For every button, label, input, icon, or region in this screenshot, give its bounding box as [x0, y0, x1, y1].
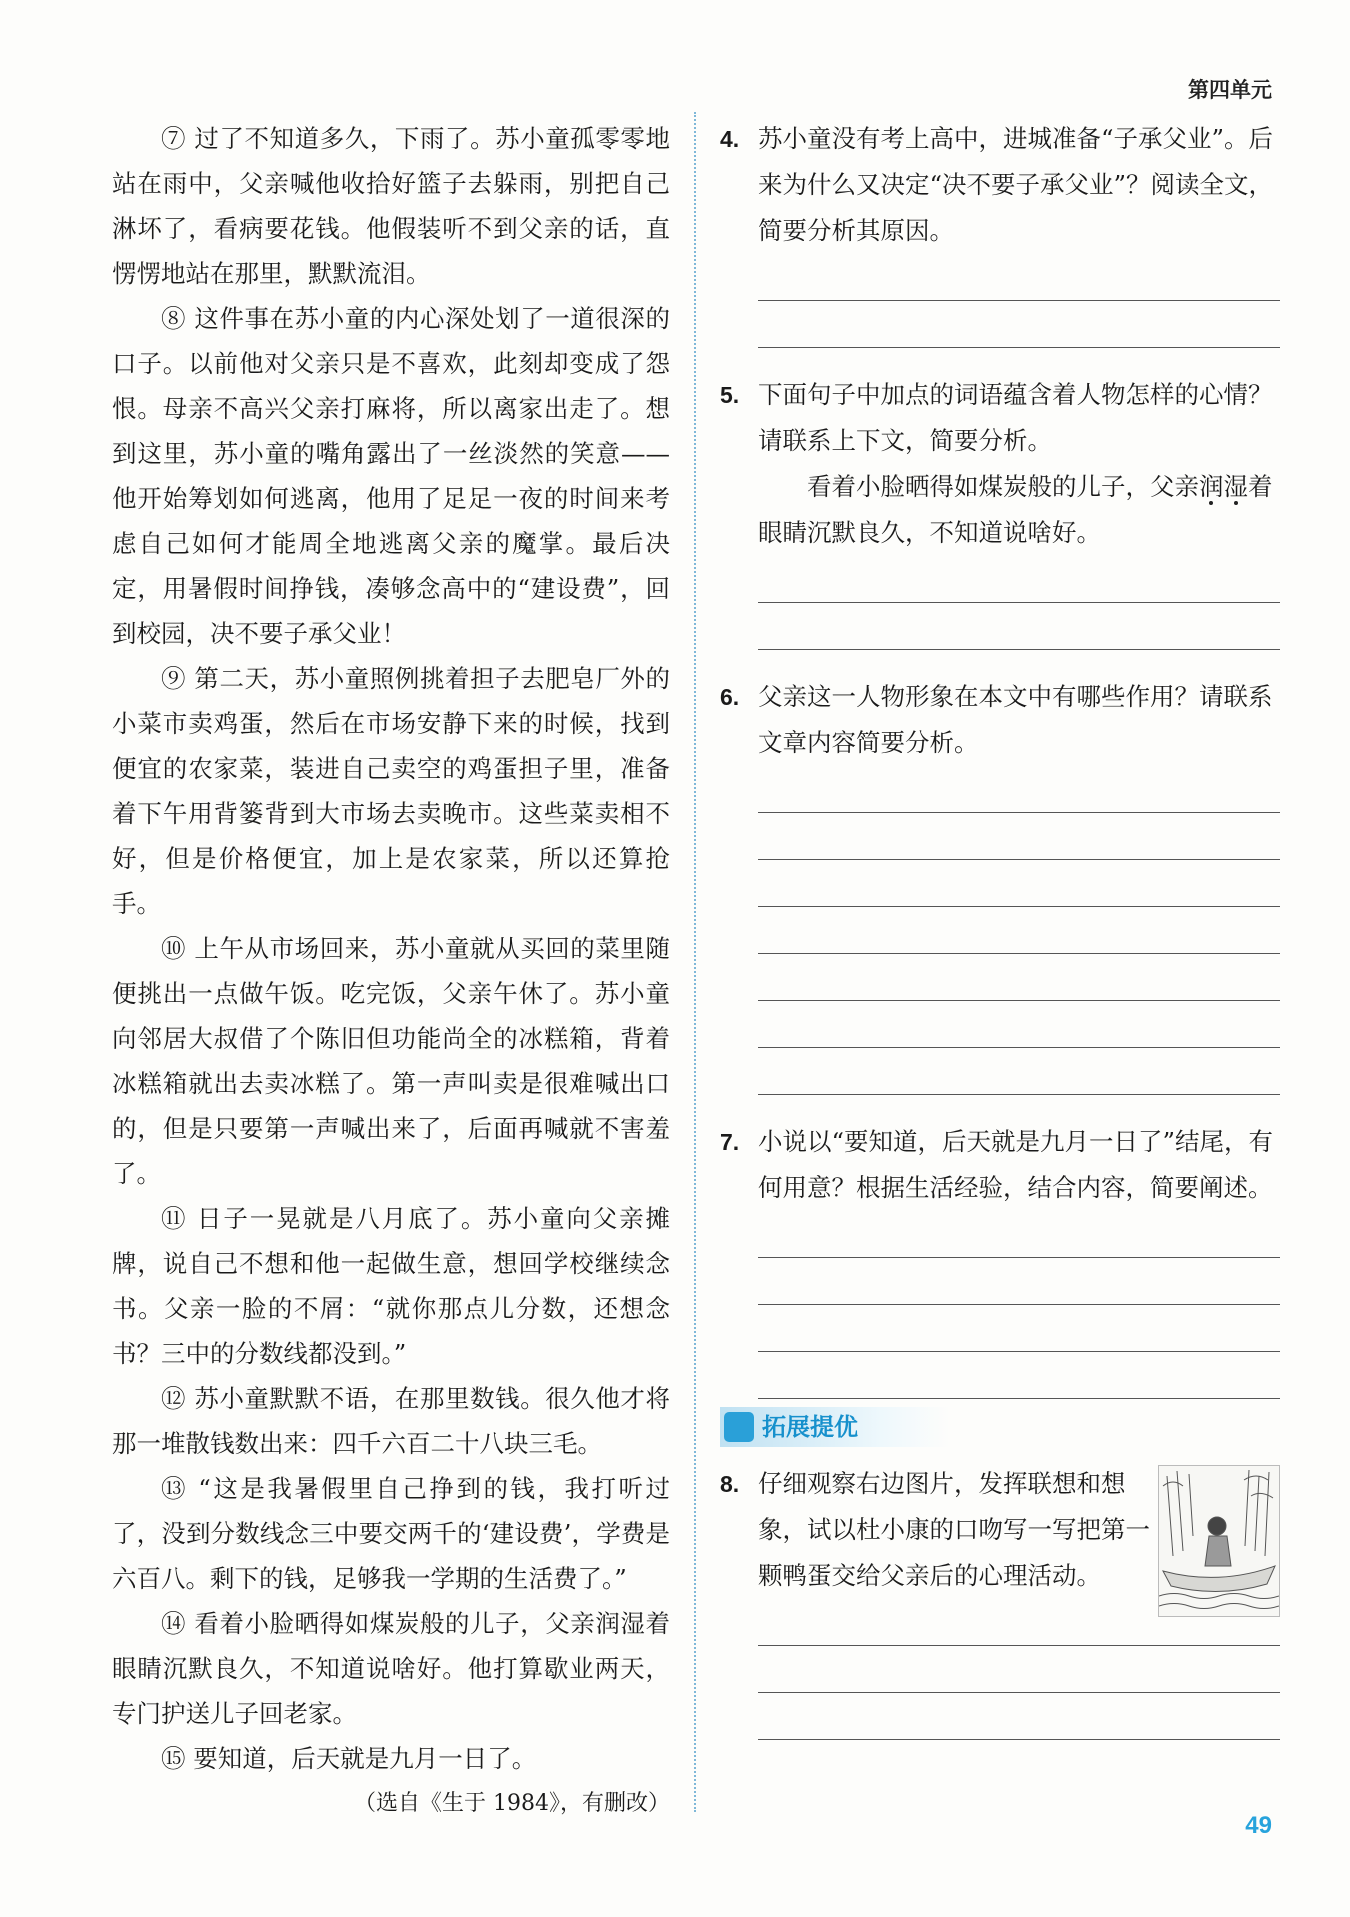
question-text: 仔细观察右边图片，发挥联想和想象，试以杜小康的口吻写一写把第一颗鸭蛋交给父亲后的心理活动。: [758, 1469, 1150, 1590]
question-text: [758, 372, 1280, 556]
question-5: [720, 372, 1280, 556]
question-number: 6.: [720, 684, 740, 710]
answer-line[interactable]: [758, 556, 1280, 603]
question-text: 苏小童没有考上高中，进城准备“子承父业”。后来为什么又决定“决不要子承父业”？阅读全文，简要分析其原因。: [758, 124, 1274, 245]
answer-line[interactable]: [758, 813, 1280, 860]
answer-line[interactable]: [758, 1305, 1280, 1352]
answer-line[interactable]: [758, 1352, 1280, 1399]
question-number: 8.: [720, 1471, 740, 1497]
question-text: 父亲这一人物形象在本文中有哪些作用？请联系文章内容简要分析。: [758, 682, 1273, 757]
emphasis-dot-char: 润: [1199, 472, 1224, 501]
answer-line[interactable]: [758, 603, 1280, 650]
answer-line[interactable]: [758, 954, 1280, 1001]
section-title: 拓展提优: [762, 1413, 858, 1441]
paragraph-12: ⑫ 苏小童默默不语，在那里数钱。很久他才将那一堆散钱数出来：四千六百二十八块三毛。: [112, 1384, 670, 1458]
column-divider: [694, 112, 696, 1812]
paragraph-15: ⑮ 要知道，后天就是九月一日了。: [161, 1744, 537, 1773]
source-citation: （选自《生于 1984》，有删改）: [354, 1791, 670, 1816]
question-prompt: 下面句子中加点的词语蕴含着人物怎样的心情？请联系上下文，简要分析。: [758, 380, 1273, 455]
illustration-image: [1158, 1465, 1280, 1617]
quoted-sentence: 看着小脸晒得如煤炭般的儿子，父亲润湿着眼睛沉默良久，不知道说啥好。: [758, 472, 1273, 547]
answer-line[interactable]: [758, 1646, 1280, 1693]
paragraph-8: ⑧ 这件事在苏小童的内心深处划了一道很深的口子。以前他对父亲只是不喜欢，此刻却变成了怨恨。母亲不高兴父亲打麻将，所以离家出走了。想到这里，苏小童的嘴角露出了一丝淡然的笑意——他开始筹划如何逃离，他用了足足一夜的时间来考虑自己如何才能周全地逃离父亲的魔掌。最后决定，用暑假时间挣钱，凑够念高中的“建设费”，回到校园，决不要子承父业！: [112, 304, 670, 648]
question-number: 5.: [720, 382, 740, 408]
answer-line[interactable]: [758, 1258, 1280, 1305]
answer-line[interactable]: [758, 1693, 1280, 1740]
question-7: [720, 1119, 1280, 1211]
answer-line[interactable]: [758, 907, 1280, 954]
boy-on-boat-illustration-icon: [1159, 1466, 1279, 1616]
question-text: 小说以“要知道，后天就是九月一日了”结尾，有何用意？根据生活经验，结合内容，简要阐述。: [758, 1127, 1274, 1202]
answer-line[interactable]: [758, 1001, 1280, 1048]
questions-column: [720, 116, 1280, 1740]
unit-header: 第四单元: [1188, 78, 1272, 102]
question-number: 4.: [720, 126, 740, 152]
question-8-wrap: [720, 1461, 1280, 1599]
rocket-icon: [724, 1412, 754, 1442]
paragraph-9: ⑨ 第二天，苏小童照例挑着担子去肥皂厂外的小菜市卖鸡蛋，然后在市场安静下来的时候，找到便宜的农家菜，装进自己卖空的鸡蛋担子里，准备着下午用背篓背到大市场去卖晚市。这些菜卖相不好，但是价格便宜，加上是农家菜，所以还算抢手。: [112, 664, 670, 918]
story-column: [112, 116, 670, 1826]
question-4: [720, 116, 1280, 254]
question-number: 7.: [720, 1129, 740, 1155]
emphasis-dot-char: 湿: [1223, 472, 1248, 501]
question-6: [720, 674, 1280, 766]
page-number: 49: [1245, 1812, 1272, 1839]
quote-tail: 着眼睛沉默良久，不知道说啥好。: [758, 472, 1273, 547]
paragraph-10: ⑩ 上午从市场回来，苏小童就从买回的菜里随便挑出一点做午饭。吃完饭，父亲午休了。苏小童向邻居大叔借了个陈旧但功能尚全的冰糕箱，背着冰糕箱就出去卖冰糕了。第一声叫卖是很难喊出口的，但是只要第一声喊出来了，后面再喊就不害羞了。: [112, 934, 670, 1188]
answer-line[interactable]: [758, 301, 1280, 348]
answer-line[interactable]: [758, 1048, 1280, 1095]
paragraph-14: ⑭ 看着小脸晒得如煤炭般的儿子，父亲润湿着眼睛沉默良久，不知道说啥好。他打算歇业两天，专门护送儿子回老家。: [112, 1609, 670, 1728]
answer-line[interactable]: [758, 254, 1280, 301]
paragraph-13: ⑬ “这是我暑假里自己挣到的钱，我打听过了，没到分数线念三中要交两千的‘建设费’，学费是六百八。剩下的钱，足够我一学期的生活费了。”: [112, 1474, 670, 1593]
answer-line[interactable]: [758, 860, 1280, 907]
answer-line[interactable]: [758, 1211, 1280, 1258]
paragraph-7: ⑦ 过了不知道多久，下雨了。苏小童孤零零地站在雨中，父亲喊他收拾好篮子去躲雨，别把自己淋坏了，看病要花钱。他假装听不到父亲的话，直愣愣地站在那里，默默流泪。: [112, 124, 670, 288]
answer-line[interactable]: [758, 766, 1280, 813]
paragraph-11: ⑪ 日子一晃就是八月底了。苏小童向父亲摊牌，说自己不想和他一起做生意，想回学校继续念书。父亲一脸的不屑：“就你那点儿分数，还想念书？三中的分数线都没到。”: [112, 1204, 670, 1368]
section-banner: [720, 1407, 950, 1447]
quote-second-dotted: [1224, 472, 1249, 501]
